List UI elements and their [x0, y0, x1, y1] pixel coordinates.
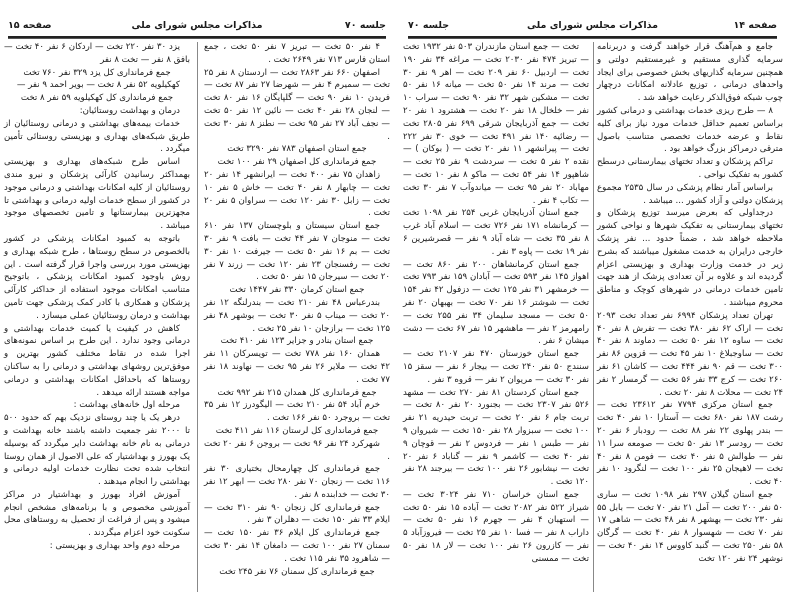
paragraph: جمع استان مرکزی ۷۷۹۴ نفر ۲۳۶۱۲ تخت — رشت ۱۸۷ نفر ۶۸۰ تخت — آستارا ۱۰ نفر ۴۰ تخت — بندر پهلوی ۲۲ نفر ۸۸ تخت — رودبار ۶ نفر ۲۰ تخت — رودسر ۱۳ نفر ۵۰ تخت — صومعه سرا ۱۱ نفر — طوالش ۵ نفر ۴۰ تخت — فومن ۸ نفر ۴۰ تخت — لاهیجان ۲۵ نفر ۱۰۰ تخت — لنگرود ۱۰ نفر ۴۰ تخت . [597, 400, 783, 488]
header-rule [408, 36, 777, 39]
page-number: صفحه ۱۵ [8, 20, 52, 31]
header-rule [8, 36, 386, 39]
text-column-right [597, 41, 783, 566]
paragraph: جامع و هم‌آهنگ قرار خواهند گرفت و دربرنامه سرمایه گذاری مستقیم و غیرمستقیم دولتی و همچنین سرمایه گذاریهای بخش خصوصی برای ایجاد واحدهای درمانی ، توزیع عادلانه امکانات درچهار چوب شبکه فوق‌الذکر رعایت خواهد شد . [597, 42, 783, 104]
paragraph: جمع فرمانداری کل زنجان ۹۰ نفر ۳۱۰ تخت — ایلام ۳۳ نفر ۱۵۰ تخت — دهلران ۳ نفر . [204, 502, 390, 526]
paragraph: جمع فرمانداری کل چهارمحال بختیاری ۳۰ نفر ۱۱۶ تخت — زنجان ۷۰ نفر ۲۸۰ تخت — ابهر ۱۲ نفر ۳۰ تخت — خدابنده ۸ نفر . [204, 464, 390, 500]
paragraph: جمع استان گیلان ۲۹۷ نفر ۱۰۹۸ تخت — ساری ۵۰ نفر ۲۰۰ تخت — آمل ۲۱ نفر ۷۰ تخت — بابل ۵۵ نفر ۲۳۰ تخت — بهشهر ۸ نفر ۴۸ تخت — شاهی ۱۷ نفر ۷۰ تخت — شهسوار ۸ نفر ۴۰ تخت — گرگان ۵۸ نفر ۲۵۰ تخت — گنبد کاووس ۱۴ نفر ۴۰ تخت — نوشهر ۲۴ نفر ۱۲۰ تخت [597, 489, 783, 564]
paragraph: جمع فرمانداری کل کهکیلویه ۵۹ نفر ۸ تخت [20, 93, 174, 104]
paragraph: ۸ — طرح ریزی خدمات بهداشتی و درمانی کشور براساس تعمیم حداقل خدمات مورد نیاز برای کلیه نقاط و عرضه خدمات تخصصی متناسب باصول مترقی درمراکز بزرگ خواهد بود . [597, 105, 783, 155]
paragraph: باتوجه به کمبود امکانات پزشکی در کشور بالخصوص در سطح روستاها ، طرح شبکه بهداری و بهزیستی مورد بررسی واجرا قرار گرفته است . این روش باوجود کمبود امکانات پزشکی ، باتوجیح متناسب امکانات موجود استفاده از حداکثر کارآئی پزشکان و همکاری با کادر کمک پزشکی جهت تامین بهداشت و درمان روستائیان عملی میسازد . [4, 233, 190, 321]
paragraph: جمع فرمانداری کل اصفهان ۲۹ نفر ۱۰۰ تخت [217, 157, 377, 168]
session-number: جلسه ۷۰ [344, 20, 386, 31]
paragraph: جمع فرمانداری کل ایلام ۳۶ نفر ۱۵۰ تخت — سمنان ۲۷ نفر ۱۰۰ تخت — دامغان ۱۴ نفر ۳۰ تخت — شاهرود ۳۵ نفر ۱۱۵ تخت . [204, 528, 390, 564]
page-number: صفحه ۱۴ [733, 20, 777, 31]
paragraph: جمع فرمانداری کل سمنان ۷۶ نفر ۲۴۵ تخت [219, 566, 375, 577]
paragraph: جمع استان اصفهان ۷۸۳ نفر ۳۲۹۰ تخت [227, 144, 367, 155]
paragraph: تراکم پزشکان و تعداد تختهای بیمارستانی درسطح کشور به تفکیک نواحی . [597, 157, 783, 180]
paragraph: درجداولی که بعرض میرسد توزیع پزشکان و تختهای بیمارستانی به تفکیک شهرها و نواحی کشور ملاحظه خواهد شد ، ضمناً حدود ... نفر پزشک خارجی درایران به خدمت مشغول میباشند که بشرح زیر در خدمت وزارت بهداری و بهزیستی اعزام گردیده اند و علاوه بر آن تعدادی پزشک از هند جهت تامین خدمات درمانی در شهرهای کوچک و مناطق محروم میباشند . [597, 208, 783, 308]
paragraph: تخت — جمع استان مازندران ۵۰۳ نفر ۱۹۳۲ تخت — تبریز ۴۷۴ نفر ۲۰۳۰ تخت — مراغه ۳۴ نفر ۱۹۰ تخت — اردبیل ۶۰ نفر ۲۰۹ تخت — اهر ۹ نفر ۳۰ تخت — مرند ۱۴ نفر ۵۰ تخت — میانه ۱۶ نفر ۵۰ تخت — مشکین شهر ۳۲ نفر ۹۰ تخت — سراب ۱۰ نفر — خلخال ۱۸ نفر ۲۰ تخت — هشترود ۱ نفر ۲۰ تخت — جمع آذربایجان شرقی ۶۹۹ نفر ۲۸۰۵ تخت — رضائیه ۱۴۰ نفر ۴۹۱ تخت — خوی ۳۰ نفر ۲۲۲ تخت — پیرانشهر ۱۱ نفر ۲۰ تخت — ( بوکان ) — نقده ۲ نفر ۵ تخت — سردشت ۹ نفر ۲۵ تخت — شاهپور ۱۴ نفر ۵۴ تخت — ماکو ۸ نفر ۱۰ تخت — مهاباد ۲۰ نفر ۹۵ تخت — میاندوآب ۷ نفر ۳۰ تخت — تکاب ۴ نفر . [403, 42, 590, 206]
paragraph: مرحله دوم واحد بهداری و بهزیستی : [49, 541, 180, 552]
paragraph: خدمات بیمه‌های بهداشتی و درمانی روستائیان از طریق شبکه‌های بهداری و بهزیستی روستائی تأمین میگردد . [4, 118, 190, 155]
paragraph: کهکیلویه ۵۲ نفر ۸ تخت — بویر احمد ۹ نفر — [16, 80, 180, 91]
paragraph: جمع فرمانداری کل یزد ۳۲۹ نفر ۷۶۰ تخت [23, 67, 171, 78]
paragraph: آموزش افراد بهورز و بهداشتیار در مراکز آموزشی مخصوص و با برنامه‌های مشخص انجام میشود و پس از فراغت از تحصیل به روستاهای محل سکونت خود اعزام میگردند . [4, 489, 190, 539]
text-column-left [403, 41, 589, 566]
paragraph: جمع استان کرمان ۳۳۰ نفر ۱۴۴۷ تخت [229, 285, 365, 296]
paragraph: ۴ نفر ۵۰ تخت — تبریز ۷ نفر ۵۰ تخت ، جمع استان فارس ۷۱۳ نفر ۲۶۴۹ تخت . [204, 42, 390, 65]
session-number: جلسه ۷۰ [408, 20, 450, 31]
paragraph: مرحله اول خانه‌های بهداشت : [73, 400, 180, 411]
paragraph: جمع استان خوزستان ۴۷۰ نفر ۲۱۰۷ تخت — سنندج ۵۰ نفر ۲۴۰ تخت — بیجار ۶ نفر — سقز ۱۵ نفر ۳۰ تخت — مریوان ۲ نفر — قروه ۳ نفر . [403, 349, 589, 385]
publication-title: مذاکرات مجلس شورای ملی [527, 20, 658, 31]
paragraph: جمع استان سیستان و بلوچستان ۱۳۷ نفر ۶۱۰ تخت — منوجان ۷ نفر ۴۴ تخت — بافت ۹ نفر ۳۰ تخت — بم ۱۶ نفر ۵۰ تخت — جیرفت ۱۰ نفر ۳۰ تخت — رفسنجان ۲۳ نفر ۱۲۰ تخت — زرند ۷ نفر ۲۰ تخت — سیرجان ۱۵ نفر ۵۰ تخت . [204, 221, 391, 283]
text-column-left [4, 41, 190, 553]
paragraph: خرم آباد ۵۴ نفر ۲۱۰ تخت — الیگودرز ۱۲ نفر ۳۵ تخت — بروجرد ۵۰ نفر ۱۶۶ تخت . [204, 400, 390, 424]
paragraph: جمع فرمانداری کل لرستان ۱۱۶ نفر ۴۱۱ تخت [215, 425, 379, 436]
paragraph: جمع استان کرمانشاهان ۲۰۰ نفر ۸۶۰ تخت — اهواز ۱۴۵ نفر ۵۹۳ تخت — آبادان ۱۵۹ نفر ۷۹۳ تخت — خرمشهر ۳۱ نفر ۱۲۵ تخت — دزفول ۴۲ نفر ۱۵۴ تخت — شوشتر ۱۶ نفر ۷۰ تخت — بهبهان ۲۰ نفر ۵۰ تخت — مسجد سلیمان ۳۴ نفر ۲۵۵ تخت — رامهرمز ۲ نفر — ماهشهر ۱۵ نفر ۶۷ تخت — دشت میشان ۶ نفر . [403, 259, 590, 347]
paragraph: جمع فرمانداری کل همدان ۲۱۵ نفر ۹۹۲ تخت [217, 387, 377, 398]
text-column-right [204, 41, 390, 578]
column-divider [593, 42, 594, 592]
paragraph: اصفهان ۶۶۰ نفر ۲۸۶۳ تخت — اردستان ۸ نفر ۲۵ تخت — سمیرم ۴ نفر — شهرضا ۲۷ نفر ۸۷ تخت — فریدن ۱۰ نفر ۹۰ تخت — گلپایگان ۱۶ نفر ۸۰ تخت — لنجان ۲۸ نفر ۴۰ تخت — نائین ۱۲ نفر ۵۰ تخت — نجف آباد ۲۷ نفر ۹۵ تخت — نطنز ۸ نفر ۳۰ تخت . [204, 67, 391, 142]
paragraph: یزد ۳۰ نفر ۲۲۰ تخت — اردکان ۶ نفر ۴۰ تخت — بافق ۸ نفر — تخت ۸ نفر [4, 42, 190, 65]
paragraph: بندرعباس ۴۸ نفر ۲۱۰ تخت — بندرلنگه ۱۲ نفر ۲۰ تخت — میناب ۵ نفر ۳۰ تخت — بوشهر ۴۸ نفر ۱۲۵ تخت — برازجان ۱۰ نفر ۲۵ تخت . [204, 297, 390, 334]
paragraph: درمان و بهداشت روستائیان: [79, 105, 180, 116]
paragraph: درهر یک یا چند روستای نزدیک بهم که حدود ۵۰۰ تا ۲۰۰۰ نفر جمعیت داشته باشند خانه بهداشت و درمانی به نام خانه بهداشت دایر میگردد که بوسیله یک بهورز و بهداشتیار که علی الاصول از همان روستا انتخاب شده تحت نظارت خدمات اولیه درمانی و بهداشتی را انجام میدهند . [4, 413, 190, 488]
paragraph: زاهدان ۷۵ نفر ۴۰۰ تخت — ایرانشهر ۱۴ نفر ۲۰ تخت — چابهار ۸ نفر ۴۰ تخت — خاش ۵ نفر ۱۰ تخت — زابل ۳۰ نفر ۱۲۰ تخت — سراوان ۵ نفر ۲۰ تخت . [204, 169, 390, 219]
publication-title: مذاکرات مجلس شورای ملی [131, 20, 263, 31]
page-header [8, 20, 386, 34]
paragraph: اساس طرح شبکه‌های بهداری و بهزیستی بهمداکثر رسانیدن کارآئی پزشکان و نیرو مندی روستائیان از کلیه امکانات بهداشتی و درمانی موجود در کشور از سطح خدمات اولیه درمانی و بهداشتی تا مجهزترین بیمارستانها و تامین تخصصهای موجود میباشد . [4, 157, 190, 232]
column-divider [197, 42, 198, 592]
paragraph: کاهش در کیفیت یا کمیت خدمات بهداشتی و درمانی وجود ندارد . این طرح بر اساس نمونه‌های اجرا شده در نقاط مختلف کشور بهترین و موفق‌ترین روشهای بهداشتی و درمانی را به ساکنان روستاها که باحداقل امکانات بهداشتی و درمانی مواجه هستند ارائه میدهد . [4, 323, 190, 398]
paragraph: جمع استان بنادر و جزایر ۱۲۳ نفر ۴۱۰ تخت [220, 336, 374, 347]
paragraph: همدان ۱۶۰ نفر ۷۷۸ تخت — تویسرکان ۱۱ نفر ۴۲ تخت — ملایر ۲۶ نفر ۹۵ تخت — نهاوند ۱۸ نفر ۷۷ تخت . [204, 349, 390, 385]
paragraph: شهرکرد ۲۴ نفر ۹۶ تخت — بروجن ۶ نفر ۲۰ تخت . [204, 438, 390, 462]
paragraph: براساس آمار نظام پزشکی در سال ۲۵۳۵ مجموع پزشکان دولتی و آزاد کشور ... میباشد . [597, 182, 783, 206]
paragraph: جمع استان کردستان ۸۱ نفر ۲۷۰ تخت — مشهد ۵۲۶ نفر ۲۳۰۷ تخت — بجنورد ۲۰ نفر ۸۰ تخت — تربت جام ۶ نفر ۲۰ تخت — تربت حیدریه ۲۱ نفر ۱۰۰ تخت — سبزوار ۲۸ نفر ۱۵۰ تخت — شیروان ۹ نفر — طبس ۱ نفر — فردوس ۲ نفر — قوچان ۹ نفر ۴۰ تخت — کاشمر ۹ نفر — گناباد ۶ نفر ۲۰ تخت — نیشابور ۲۶ نفر ۱۰۰ تخت — بیرجند ۲۸ نفر ۱۲۰ تخت . [403, 387, 590, 488]
paragraph: جمع استان خراسان ۷۱۰ نفر ۳۰۲۴ تخت — شیراز ۵۲۲ نفر ۲۰۸۲ تخت — آباده ۱۵ نفر ۵۰ تخت — استهبان ۴ نفر — جهرم ۱۶ نفر ۵۰ تخت — داراب ۸ نفر — فسا ۱۰ نفر ۲۵ تخت — فیروزآباد ۵ نفر — کازرون ۲۶ نفر ۱۰۰ تخت — لار ۱۸ نفر ۵۰ تخت — ممسنی [403, 489, 590, 564]
page-header [408, 20, 777, 34]
paragraph: جمع استان آذربایجان غربی ۲۵۴ نفر ۱۰۹۸ تخت — کرمانشاه ۱۷۱ نفر ۷۲۶ تخت — اسلام آباد غرب ۸ نفر ۳۵ تخت — شاه آباد ۹ نفر — قصرشیرین ۶ نفر ۱۹ تخت — پاوه ۳ نفر . [403, 208, 590, 257]
paragraph: تهران تعداد پزشکان ۶۹۹۴ نفر تعداد تخت ۲۰۹۳ تخت — اراک ۶۲ نفر ۳۸۰ تخت — تفرش ۸ نفر ۴۰ تخت — ساوه ۱۲ نفر ۵۰ تخت — دماوند ۸ نفر ۴۰ تخت — ساوجبلاغ ۱۰ نفر ۴۵ تخت — قزوین ۸۶ نفر ۳۰۰ تخت — قم ۹۰ نفر ۴۴۴ تخت — کاشان ۶۱ نفر ۲۶۰ تخت — کرج ۳۳ نفر ۵۶ تخت — گرمسار ۲ نفر ۲۴ تخت — محلات ۸ نفر ۲۰ تخت . [597, 310, 784, 398]
